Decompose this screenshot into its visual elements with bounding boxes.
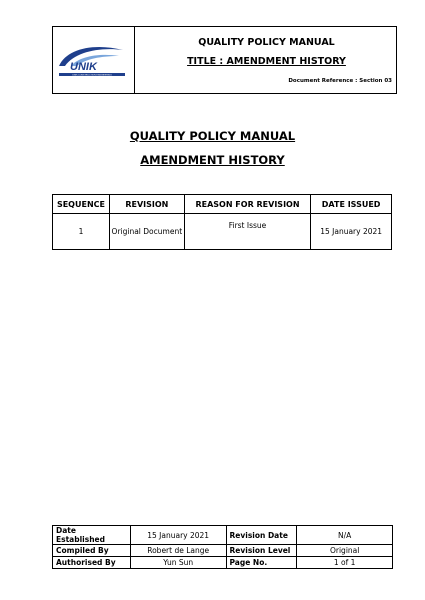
page-subtitle: AMENDMENT HISTORY	[140, 153, 285, 167]
page-title: QUALITY POLICY MANUAL	[129, 129, 296, 143]
cell-revision: Original Document	[109, 214, 184, 250]
document-header	[52, 26, 397, 94]
column-header-date-issued: DATE ISSUED	[311, 195, 392, 214]
header-title: QUALITY POLICY MANUAL	[198, 37, 335, 48]
label-compiled-by: Compiled By	[53, 545, 131, 557]
logo-wordmark: UNIK	[70, 61, 97, 73]
value-page-no: 1 of 1	[297, 557, 393, 569]
document-control-table	[52, 525, 393, 569]
value-revision-level: Original	[297, 545, 393, 557]
value-compiled-by: Robert de Lange	[130, 545, 226, 557]
value-date-established: 15 January 2021	[130, 526, 226, 545]
column-header-sequence: SEQUENCE	[53, 195, 110, 214]
header-subtitle: TITLE : AMENDMENT HISTORY	[187, 56, 346, 67]
table-row	[53, 545, 393, 557]
label-date-established: Date Established	[53, 526, 131, 545]
label-page-no: Page No.	[226, 557, 297, 569]
unik-logo	[57, 44, 129, 80]
table-row	[53, 526, 393, 545]
table-header-row	[53, 195, 392, 214]
cell-date-issued: 15 January 2021	[311, 214, 392, 250]
column-header-reason: REASON FOR REVISION	[184, 195, 311, 214]
label-authorised-by: Authorised By	[53, 557, 131, 569]
label-revision-date: Revision Date	[226, 526, 297, 545]
cell-sequence: 1	[53, 214, 110, 250]
value-revision-date: N/A	[297, 526, 393, 545]
table-row	[53, 557, 393, 569]
column-header-revision: REVISION	[109, 195, 184, 214]
logo-tagline: UNIK CONSTRUCTION ENGINEERING	[72, 74, 112, 77]
table-row	[53, 214, 392, 250]
company-logo-cell	[53, 27, 135, 93]
value-authorised-by: Yun Sun	[130, 557, 226, 569]
cell-reason: First Issue	[184, 214, 311, 250]
label-revision-level: Revision Level	[226, 545, 297, 557]
document-reference: Document Reference : Section 03	[288, 78, 392, 84]
amendment-history-table	[52, 194, 392, 250]
